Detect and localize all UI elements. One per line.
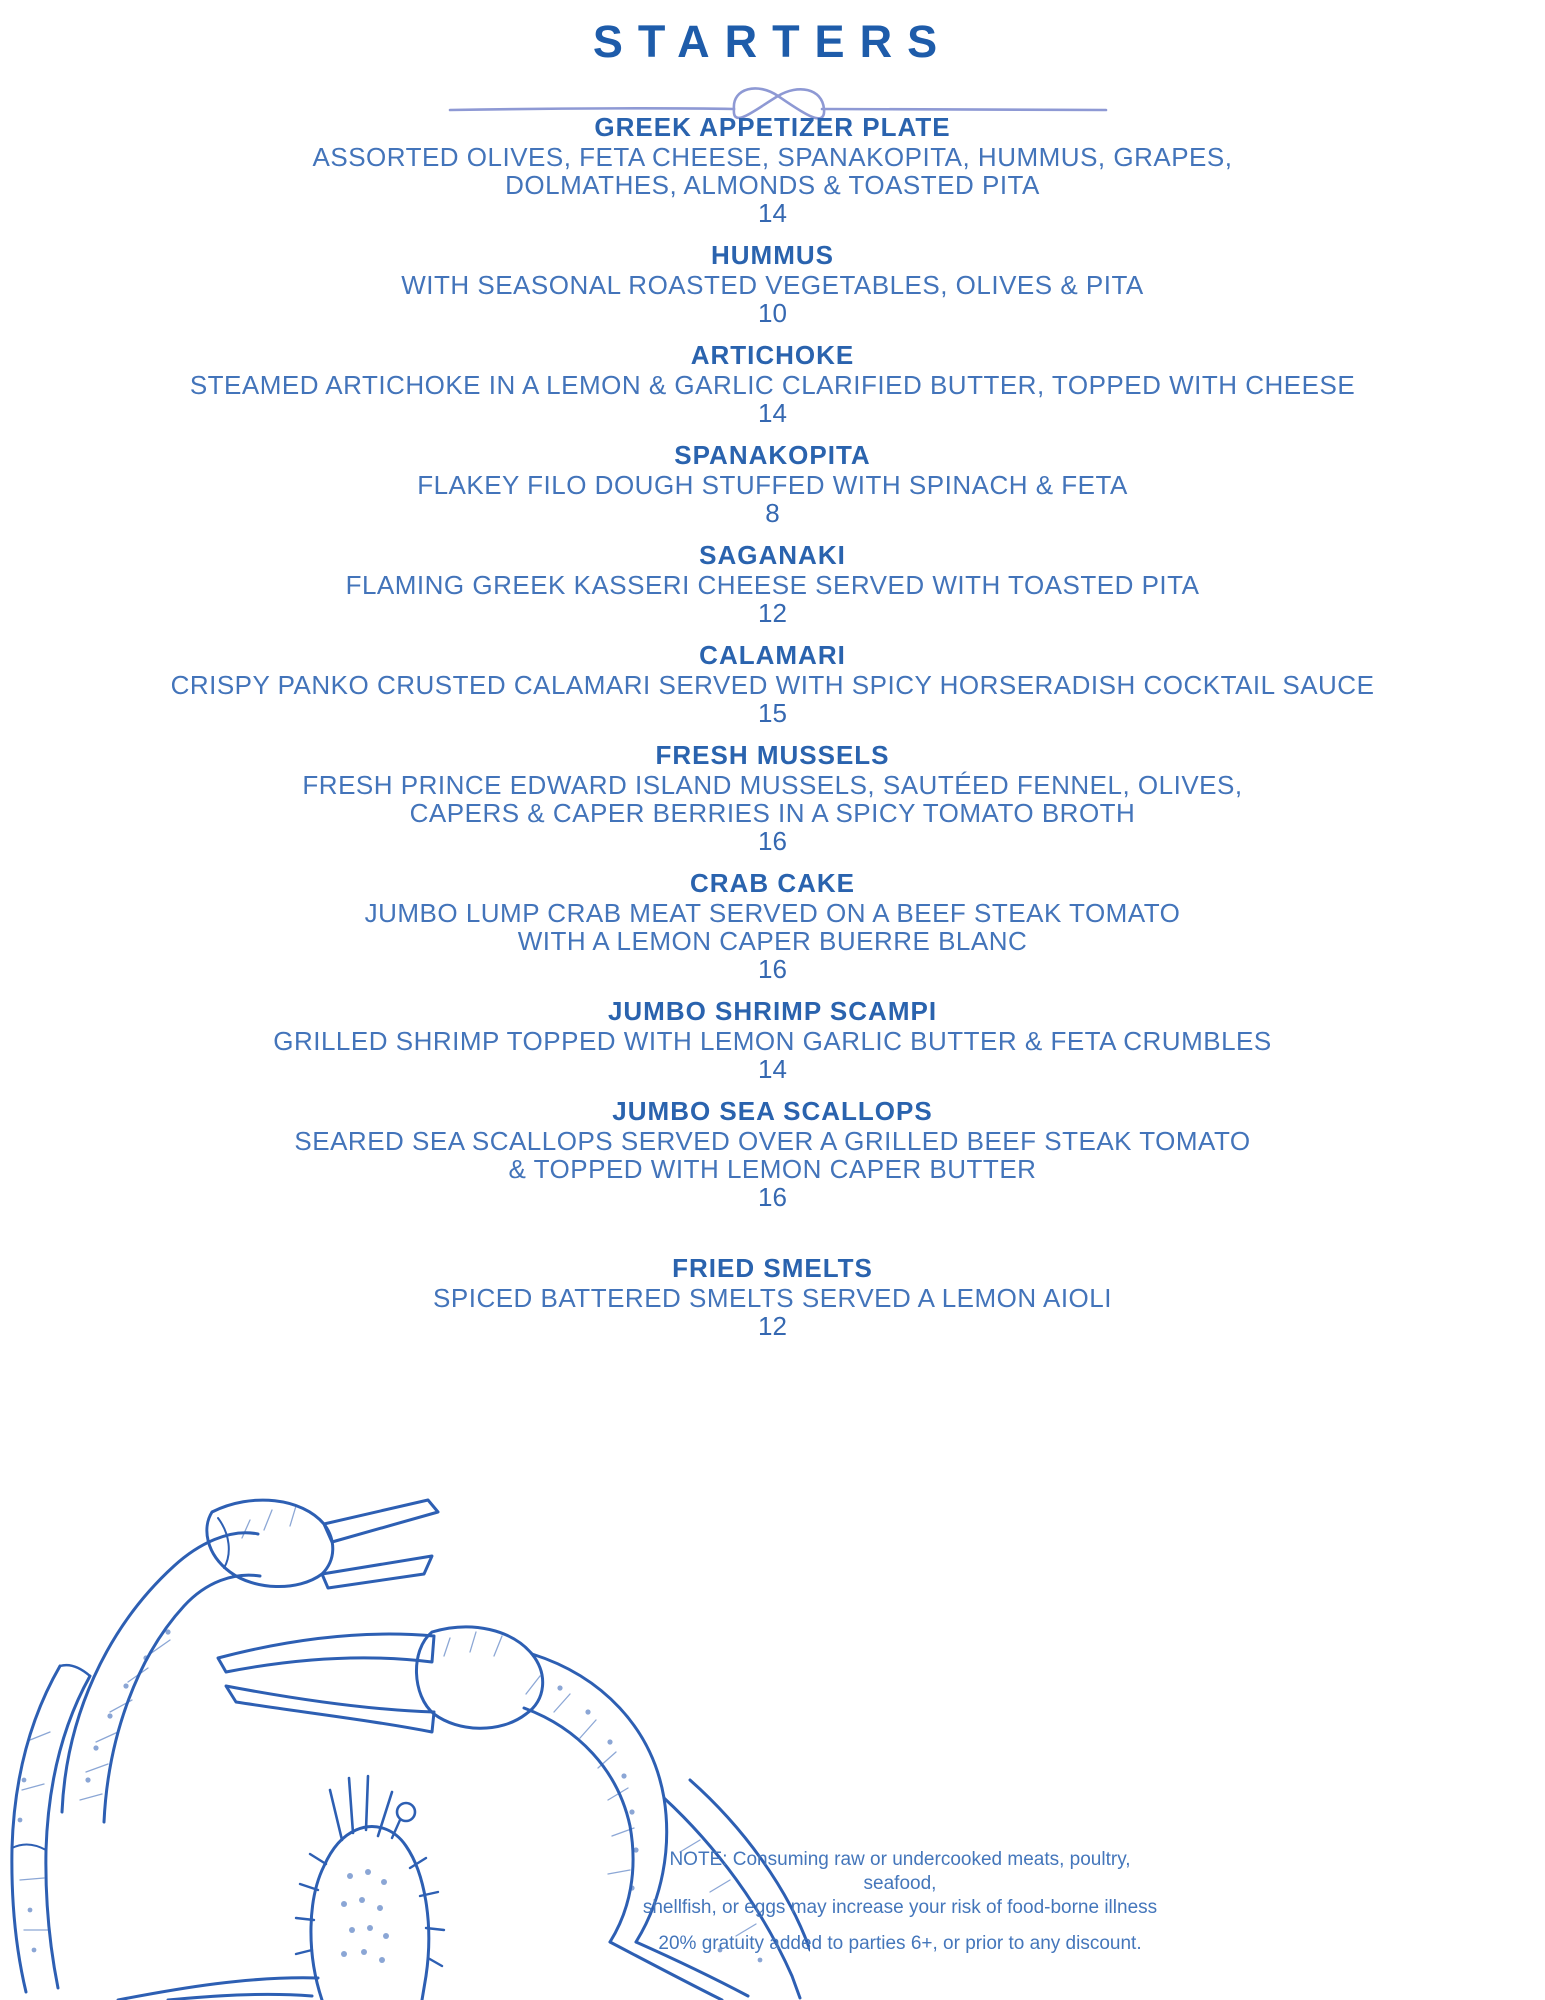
menu-item (0, 112, 1545, 227)
menu-item (0, 440, 1545, 527)
menu-item-name: FRIED SMELTS (672, 1253, 873, 1283)
menu-item-price: 14 (758, 198, 787, 228)
menu-item-name: CRAB CAKE (690, 868, 855, 898)
menu-item-name: SAGANAKI (699, 540, 846, 570)
menu-item-description-line: CAPERS & CAPER BERRIES IN A SPICY TOMATO BROTH (409, 798, 1136, 828)
menu-items (0, 112, 1545, 1353)
menu-item-description-line: CRISPY PANKO CRUSTED CALAMARI SERVED WITH SPICY HORSERADISH COCKTAIL SAUCE (170, 670, 1375, 700)
menu-item-description (0, 271, 1545, 299)
menu-item-description (0, 1284, 1545, 1312)
menu-item-name: HUMMUS (711, 240, 834, 270)
note-line-1: NOTE: Consuming raw or undercooked meats, poultry, seafood, (669, 1849, 1131, 1894)
gratuity-note: 20% gratuity added to parties 6+, or prior to any discount. (658, 1933, 1142, 1954)
menu-item (0, 340, 1545, 427)
menu-item-name: GREEK APPETIZER PLATE (594, 112, 951, 142)
menu-item-description-line: STEAMED ARTICHOKE IN A LEMON & GARLIC CLARIFIED BUTTER, TOPPED WITH CHEESE (189, 370, 1356, 400)
menu-item-description-line: DOLMATHES, ALMONDS & TOASTED PITA (505, 170, 1040, 200)
menu-item-price: 8 (765, 498, 780, 528)
menu-item-description-line: & TOPPED WITH LEMON CAPER BUTTER (508, 1154, 1037, 1184)
menu-item-price: 16 (758, 1182, 787, 1212)
menu-item (0, 996, 1545, 1083)
menu-item (0, 740, 1545, 855)
menu-item-description (0, 1027, 1545, 1055)
footer-note (640, 1848, 1160, 1956)
menu-item (0, 540, 1545, 627)
menu-item-description-line: JUMBO LUMP CRAB MEAT SERVED ON A BEEF STEAK TOMATO (364, 898, 1181, 928)
menu-item (0, 1253, 1545, 1340)
menu-item-name: SPANAKOPITA (674, 440, 871, 470)
menu-item-price: 10 (758, 298, 787, 328)
menu-item (0, 640, 1545, 727)
menu-item-price: 16 (758, 954, 787, 984)
menu-item-description-line: FLAKEY FILO DOUGH STUFFED WITH SPINACH & FETA (417, 470, 1128, 500)
menu-item-price: 12 (758, 598, 787, 628)
menu-item-price: 16 (758, 826, 787, 856)
menu-item-price: 14 (758, 1054, 787, 1084)
menu-item (0, 868, 1545, 983)
menu-item (0, 1096, 1545, 1211)
menu-item-name: FRESH MUSSELS (655, 740, 890, 770)
menu-item-description-line: SPICED BATTERED SMELTS SERVED A LEMON AIOLI (433, 1283, 1112, 1313)
menu-item-price: 12 (758, 1311, 787, 1341)
menu-item-name: JUMBO SEA SCALLOPS (612, 1096, 933, 1126)
menu-item-description-line: GRILLED SHRIMP TOPPED WITH LEMON GARLIC BUTTER & FETA CRUMBLES (273, 1026, 1272, 1056)
page-title: STARTERS (592, 16, 953, 67)
menu-item-description (0, 899, 1545, 955)
menu-item-description (0, 1127, 1545, 1183)
menu-item-description-line: ASSORTED OLIVES, FETA CHEESE, SPANAKOPITA, HUMMUS, GRAPES, (312, 142, 1233, 172)
menu-item-name: CALAMARI (699, 640, 846, 670)
menu-item-description (0, 771, 1545, 827)
menu-item-description (0, 371, 1545, 399)
menu-item-description-line: FLAMING GREEK KASSERI CHEESE SERVED WITH TOASTED PITA (345, 570, 1200, 600)
note-line-2: shellfish, or eggs may increase your risk of food-borne illness (642, 1897, 1158, 1918)
menu-item-description (0, 471, 1545, 499)
menu-item-name: ARTICHOKE (690, 340, 855, 370)
menu-item-description (0, 143, 1545, 199)
menu-item-description-line: WITH A LEMON CAPER BUERRE BLANC (517, 926, 1028, 956)
menu-item-description-line: SEARED SEA SCALLOPS SERVED OVER A GRILLED BEEF STEAK TOMATO (294, 1126, 1251, 1156)
menu-item-name: JUMBO SHRIMP SCAMPI (607, 996, 938, 1026)
menu-item-description (0, 571, 1545, 599)
menu-item-price: 14 (758, 398, 787, 428)
menu-item-description (0, 671, 1545, 699)
menu-item-price: 15 (758, 698, 787, 728)
menu-item (0, 240, 1545, 327)
menu-item-description-line: FRESH PRINCE EDWARD ISLAND MUSSELS, SAUTÉED FENNEL, OLIVES, (302, 770, 1243, 800)
menu-item-description-line: WITH SEASONAL ROASTED VEGETABLES, OLIVES & PITA (401, 270, 1144, 300)
